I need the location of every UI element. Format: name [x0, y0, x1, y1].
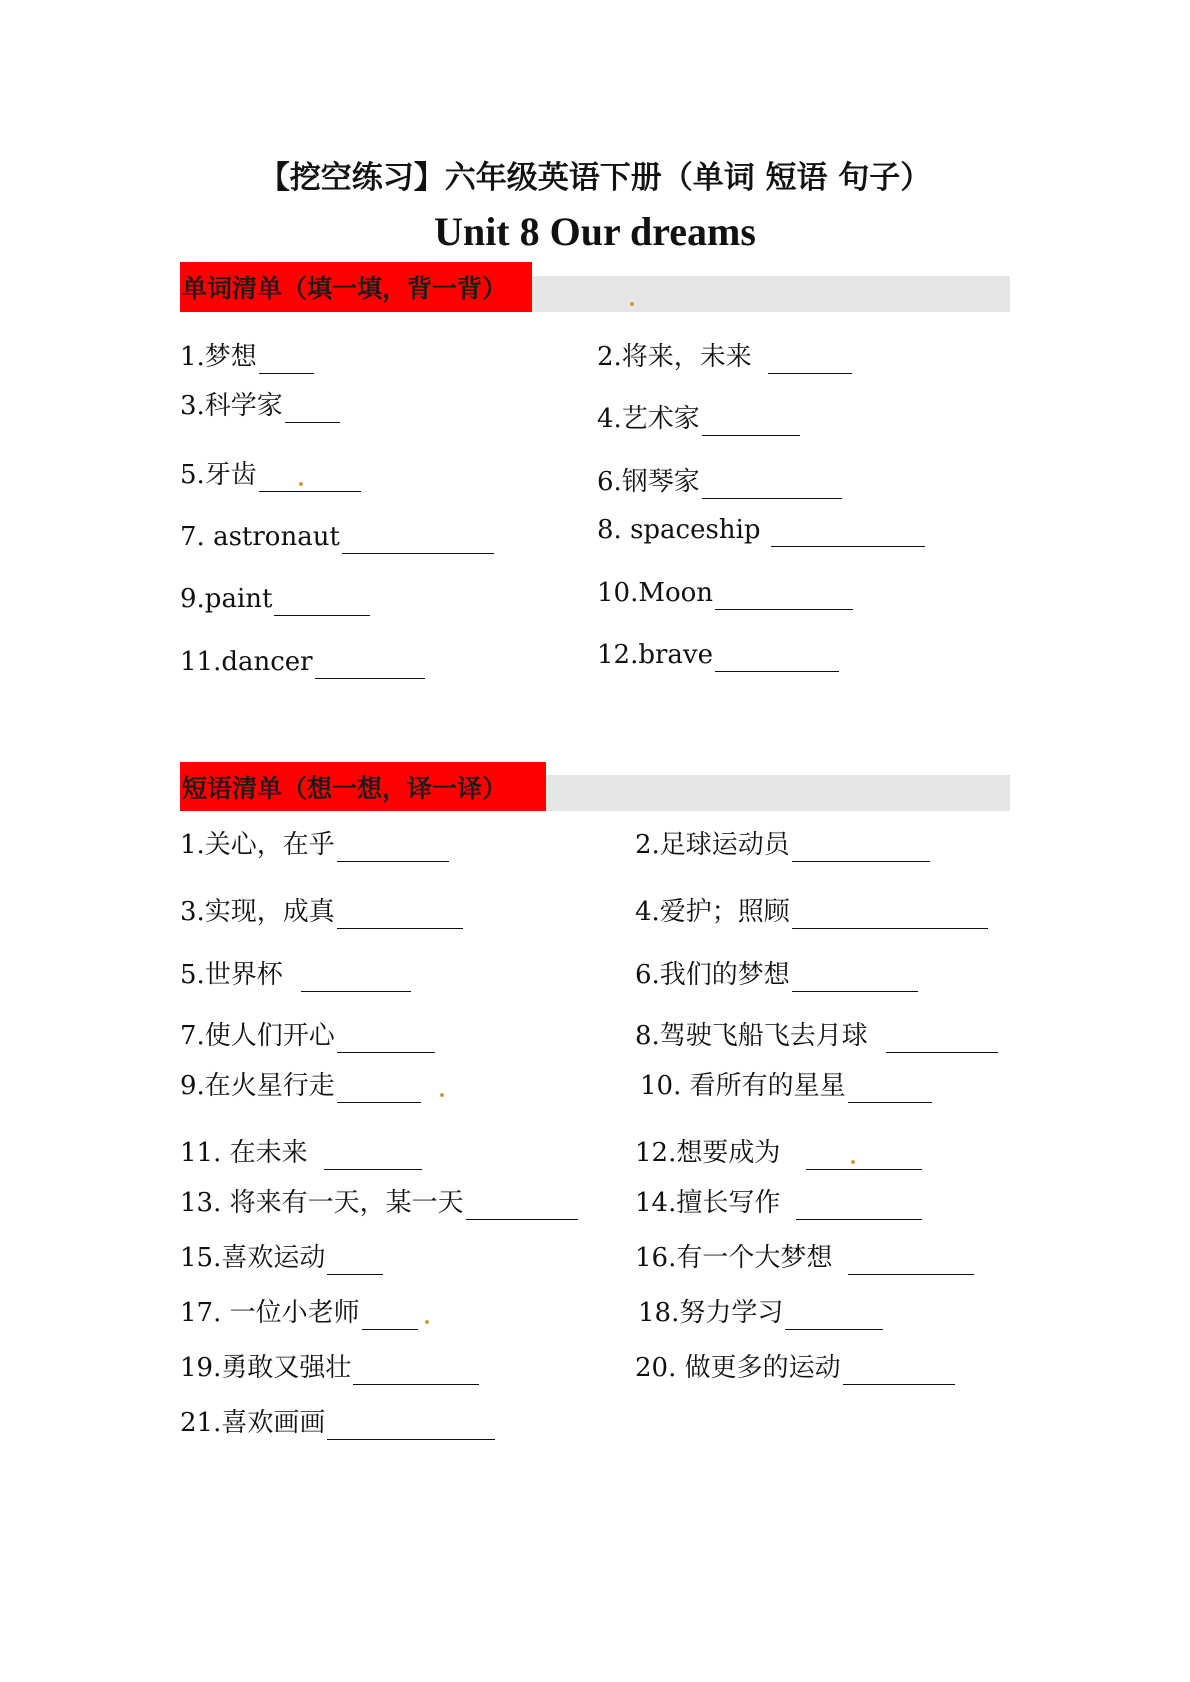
answer-blank[interactable]	[768, 347, 852, 374]
phrase-item-8	[635, 1019, 998, 1053]
phrase-item-1	[180, 828, 449, 862]
word-prompt: 8. spaceship	[597, 515, 761, 545]
answer-blank[interactable]	[324, 1143, 422, 1170]
answer-blank[interactable]	[843, 1358, 955, 1385]
phrase-prompt: 5.世界杯	[180, 960, 283, 990]
word-prompt: 5.牙齿	[180, 460, 257, 490]
answer-blank[interactable]	[315, 652, 425, 679]
answer-blank[interactable]	[806, 1143, 922, 1170]
phrase-item-9	[180, 1069, 421, 1103]
word-item-9	[180, 582, 370, 616]
answer-blank[interactable]	[337, 902, 463, 929]
phrase-item-19	[180, 1351, 479, 1385]
phrase-prompt: 6.我们的梦想	[635, 960, 790, 990]
answer-blank[interactable]	[848, 1248, 974, 1275]
phrase-item-2	[635, 828, 930, 862]
phrase-prompt: 13. 将来有一天，某一天	[180, 1188, 464, 1218]
word-prompt: 4.艺术家	[597, 404, 700, 434]
phrase-prompt: 10. 看所有的星星	[640, 1071, 846, 1101]
phrase-item-6	[635, 958, 918, 992]
words-section-label: 单词清单（填一填，背一背）	[180, 262, 532, 312]
phrase-prompt: 2.足球运动员	[635, 830, 790, 860]
answer-blank[interactable]	[715, 645, 839, 672]
answer-blank[interactable]	[796, 1193, 922, 1220]
decorative-dot	[630, 302, 634, 306]
phrase-prompt: 15.喜欢运动	[180, 1243, 326, 1273]
phrase-item-11	[180, 1136, 422, 1170]
word-item-2	[597, 340, 852, 374]
phrase-item-12	[635, 1136, 922, 1170]
word-item-11	[180, 645, 425, 679]
word-item-8	[597, 513, 925, 547]
word-item-3	[180, 389, 340, 423]
phrase-prompt: 16.有一个大梦想	[635, 1243, 833, 1273]
page-title: 【挖空练习】六年级英语下册（单词 短语 句子）	[258, 160, 932, 196]
phrase-item-13	[180, 1186, 578, 1220]
answer-blank[interactable]	[466, 1193, 578, 1220]
word-prompt: 1.梦想	[180, 342, 257, 372]
word-prompt: 9.paint	[180, 584, 273, 614]
answer-blank[interactable]	[785, 1303, 883, 1330]
answer-blank[interactable]	[848, 1076, 932, 1103]
phrase-item-5	[180, 958, 411, 992]
phrase-prompt: 3.实现，成真	[180, 897, 335, 927]
word-item-12	[597, 638, 839, 672]
phrase-prompt: 12.想要成为	[635, 1138, 781, 1168]
words-section-bar	[180, 276, 1010, 312]
word-prompt: 10.Moon	[597, 578, 714, 608]
phrase-prompt: 19.勇敢又强壮	[180, 1353, 352, 1383]
phrase-prompt: 7.使人们开心	[180, 1021, 335, 1051]
answer-blank[interactable]	[274, 589, 370, 616]
answer-blank[interactable]	[327, 1413, 495, 1440]
answer-blank[interactable]	[792, 965, 918, 992]
phrase-item-3	[180, 895, 463, 929]
phrase-item-14	[635, 1186, 922, 1220]
answer-blank[interactable]	[771, 520, 925, 547]
word-prompt: 6.钢琴家	[597, 467, 700, 497]
word-item-4	[597, 402, 800, 436]
word-item-6	[597, 465, 842, 499]
decorative-dot	[440, 1093, 444, 1097]
answer-blank[interactable]	[886, 1026, 998, 1053]
phrase-prompt: 8.驾驶飞船飞去月球	[635, 1021, 868, 1051]
word-prompt: 7. astronaut	[180, 522, 340, 552]
word-item-10	[597, 576, 853, 610]
answer-blank[interactable]	[327, 1248, 383, 1275]
phrase-prompt: 20. 做更多的运动	[635, 1353, 841, 1383]
answer-blank[interactable]	[337, 835, 449, 862]
phrase-item-17	[180, 1296, 418, 1330]
word-prompt: 2.将来，未来	[597, 342, 752, 372]
word-item-5	[180, 458, 361, 492]
phrase-item-15	[180, 1241, 383, 1275]
phrase-item-21	[180, 1406, 495, 1440]
answer-blank[interactable]	[285, 396, 340, 423]
word-item-7	[180, 520, 494, 554]
phrase-prompt: 21.喜欢画画	[180, 1408, 326, 1438]
answer-blank[interactable]	[702, 409, 800, 436]
phrase-item-7	[180, 1019, 435, 1053]
phrase-item-18	[638, 1296, 883, 1330]
phrase-item-10	[640, 1069, 932, 1103]
answer-blank[interactable]	[337, 1026, 435, 1053]
decorative-dot	[851, 1160, 855, 1164]
word-prompt: 3.科学家	[180, 391, 283, 421]
answer-blank[interactable]	[362, 1303, 418, 1330]
word-item-1	[180, 340, 314, 374]
word-prompt: 11.dancer	[180, 647, 313, 677]
phrase-prompt: 4.爱护；照顾	[635, 897, 790, 927]
answer-blank[interactable]	[342, 527, 494, 554]
answer-blank[interactable]	[337, 1076, 421, 1103]
phrase-prompt: 9.在火星行走	[180, 1071, 335, 1101]
answer-blank[interactable]	[792, 902, 988, 929]
phrase-prompt: 11. 在未来	[180, 1138, 308, 1168]
decorative-dot	[299, 482, 303, 486]
phrases-section-label: 短语清单（想一想，译一译）	[180, 762, 546, 811]
phrase-item-16	[635, 1241, 974, 1275]
answer-blank[interactable]	[792, 835, 930, 862]
answer-blank[interactable]	[259, 347, 314, 374]
phrases-section-bar	[180, 775, 1010, 811]
answer-blank[interactable]	[702, 472, 842, 499]
answer-blank[interactable]	[715, 583, 853, 610]
phrase-prompt: 17. 一位小老师	[180, 1298, 360, 1328]
phrase-prompt: 14.擅长写作	[635, 1188, 781, 1218]
decorative-dot	[425, 1320, 429, 1324]
phrase-prompt: 1.关心，在乎	[180, 830, 335, 860]
answer-blank[interactable]	[353, 1358, 479, 1385]
phrase-prompt: 18.努力学习	[638, 1298, 784, 1328]
phrase-item-20	[635, 1351, 955, 1385]
word-prompt: 12.brave	[597, 640, 713, 670]
unit-subtitle: Unit 8 Our dreams	[434, 209, 756, 254]
answer-blank[interactable]	[301, 965, 411, 992]
answer-blank[interactable]	[259, 465, 361, 492]
phrase-item-4	[635, 895, 988, 929]
